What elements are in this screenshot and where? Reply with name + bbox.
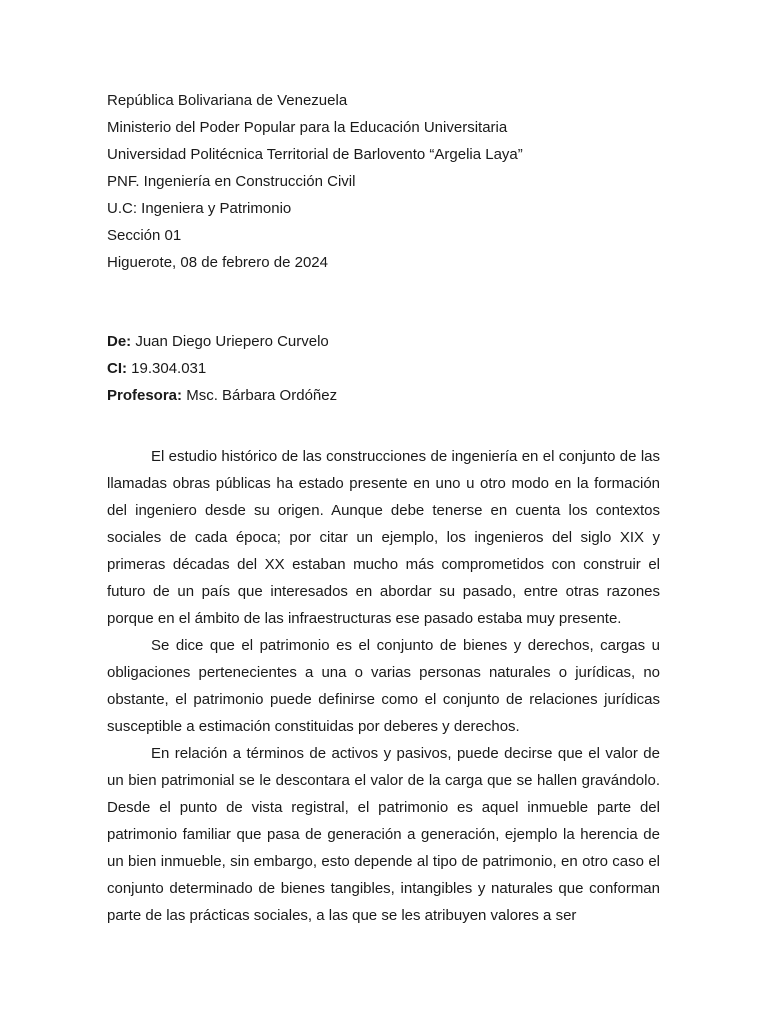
- header-country: República Bolivariana de Venezuela: [107, 92, 348, 109]
- header-section: Sección 01: [107, 227, 182, 244]
- header-program: PNF. Ingeniería en Construcción Civil: [107, 173, 356, 190]
- header-university: Universidad Politécnica Territorial de Barlovento “Argelia Laya”: [107, 146, 523, 163]
- teacher-line: [107, 384, 667, 411]
- header-ministry: Ministerio del Poder Popular para la Educación Universitaria: [107, 119, 508, 136]
- body-paragraph: El estudio histórico de las construcciones de ingeniería en el conjunto de las llamadas obras públicas ha estado presente en uno u otro modo en la formación del ingeniero desde su origen. Aunque debe tenerse en cuenta los contextos sociales de cada época; por citar un ejemplo, los ingenieros del siglo XIX y primeras décadas del XX estaban mucho más comprometidos con construir el futuro de un país que interesados en abordar su pasado, entre otras razones porque en el ámbito de las infraestructuras ese pasado estaba muy presente.: [107, 448, 660, 627]
- author-label: De:: [107, 333, 132, 350]
- document-header: [107, 89, 667, 278]
- header-place-date: Higuerote, 08 de febrero de 2024: [107, 254, 328, 271]
- document-body: [107, 443, 660, 929]
- ci-line: [107, 357, 667, 384]
- ci-label: CI:: [107, 360, 127, 377]
- body-paragraph: En relación a términos de activos y pasivos, puede decirse que el valor de un bien patrimonial se le descontara el valor de la carga que se hallen gravándolo. Desde el punto de vista registral, el patrimonio es aquel inmueble parte del patrimonio familiar que pasa de generación a generación, ejemplo la herencia de un bien inmueble, sin embargo, esto depende al tipo de patrimonio, en otro caso el conjunto determinado de bienes tangibles, intangibles y naturales que conforman parte de las prácticas sociales, a las que se les atribuyen valores a ser: [107, 745, 660, 924]
- author-info: [107, 330, 667, 411]
- teacher-value: Msc. Bárbara Ordóñez: [182, 387, 338, 404]
- author-value: Juan Diego Uriepero Curvelo: [131, 333, 329, 350]
- teacher-label: Profesora:: [107, 387, 183, 404]
- ci-value: 19.304.031: [127, 360, 207, 377]
- author-line: [107, 330, 667, 357]
- header-course-unit: U.C: Ingeniera y Patrimonio: [107, 200, 292, 217]
- body-paragraph: Se dice que el patrimonio es el conjunto de bienes y derechos, cargas u obligaciones pertenecientes a una o varias personas naturales o jurídicas, no obstante, el patrimonio puede definirse como el conjunto de relaciones jurídicas susceptible a estimación constituidas por deberes y derechos.: [107, 637, 660, 735]
